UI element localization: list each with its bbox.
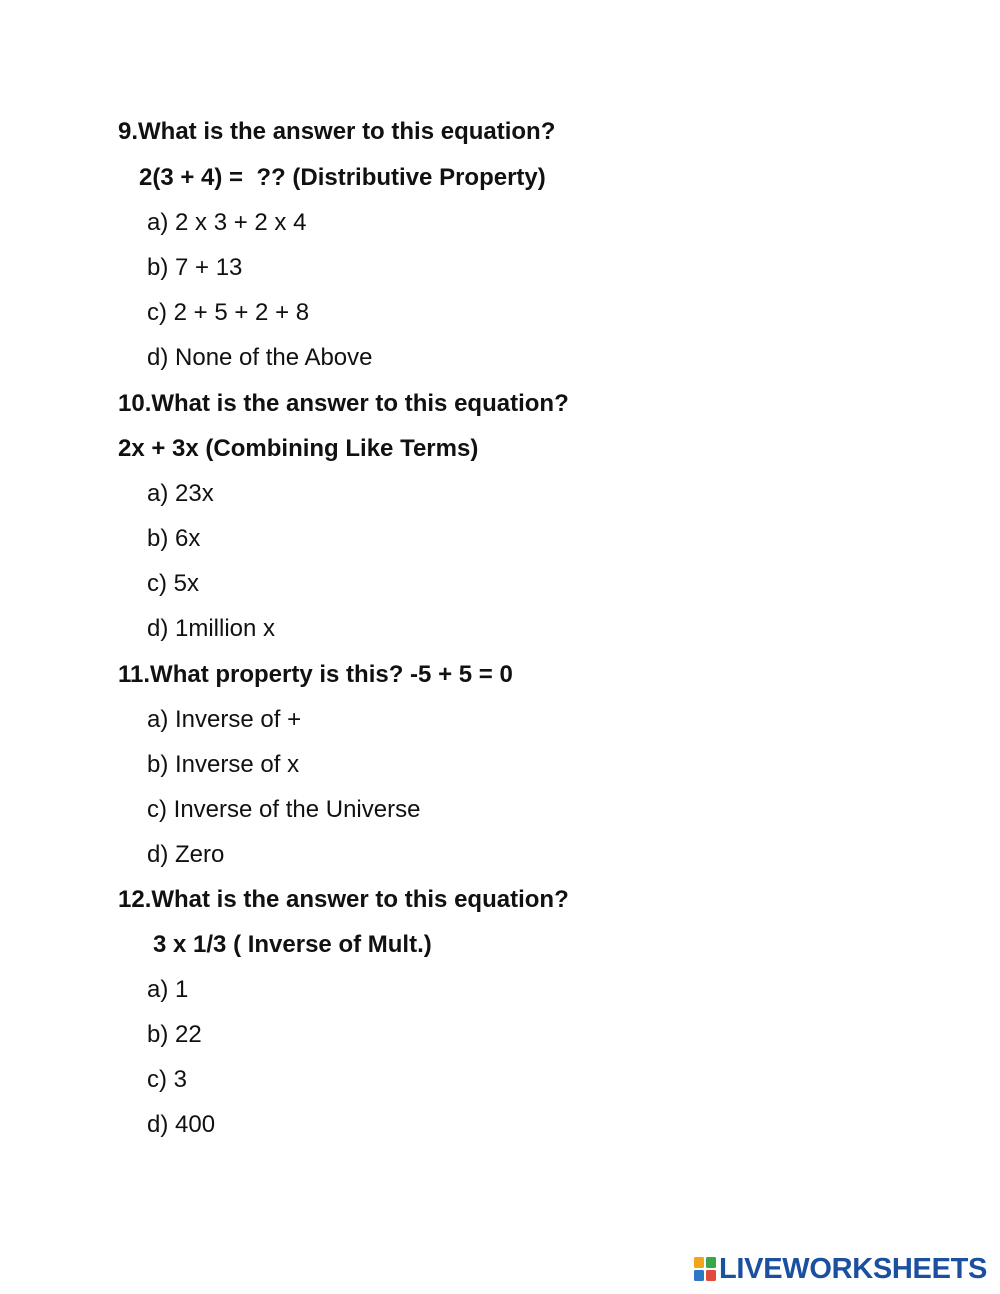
logo-tile-bl [694, 1270, 704, 1281]
question-12-option-a: a) 1 [147, 976, 189, 1003]
liveworksheets-brand [694, 1253, 987, 1285]
question-12-option-d: d) 400 [147, 1111, 216, 1138]
question-9-expression: 2(3 + 4) = ?? (Distributive Property) [139, 164, 546, 191]
logo-tile-br [706, 1270, 716, 1281]
question-12-option-c: c) 3 [147, 1066, 188, 1093]
question-10-option-b: b) 6x [147, 525, 201, 552]
question-9-option-b: b) 7 + 13 [147, 254, 243, 281]
liveworksheets-wordmark: LIVEWORKSHEETS [719, 1253, 988, 1285]
question-9-option-d: d) None of the Above [147, 344, 373, 371]
question-10-option-a: a) 23x [147, 480, 214, 507]
question-9-prompt: 9.What is the answer to this equation? [118, 118, 556, 145]
question-11-option-d: d) Zero [147, 841, 225, 868]
question-12-expression: 3 x 1/3 ( Inverse of Mult.) [153, 931, 432, 958]
question-10-expression: 2x + 3x (Combining Like Terms) [118, 435, 479, 462]
question-11-option-b: b) Inverse of x [147, 751, 300, 778]
liveworksheets-logo-icon [694, 1257, 716, 1281]
question-10-option-c: c) 5x [147, 570, 200, 597]
question-10-prompt: 10.What is the answer to this equation? [118, 390, 569, 417]
question-11-option-c: c) Inverse of the Universe [147, 796, 421, 823]
question-9-option-a: a) 2 x 3 + 2 x 4 [147, 209, 307, 236]
question-12-option-b: b) 22 [147, 1021, 202, 1048]
question-10-option-d: d) 1million x [147, 615, 276, 642]
question-12-prompt: 12.What is the answer to this equation? [118, 886, 569, 913]
logo-tile-tl [694, 1257, 704, 1268]
question-9-option-c: c) 2 + 5 + 2 + 8 [147, 299, 310, 326]
logo-tile-tr [706, 1257, 716, 1268]
question-11-option-a: a) Inverse of + [147, 706, 302, 733]
question-11-prompt: 11.What property is this? -5 + 5 = 0 [118, 661, 513, 688]
